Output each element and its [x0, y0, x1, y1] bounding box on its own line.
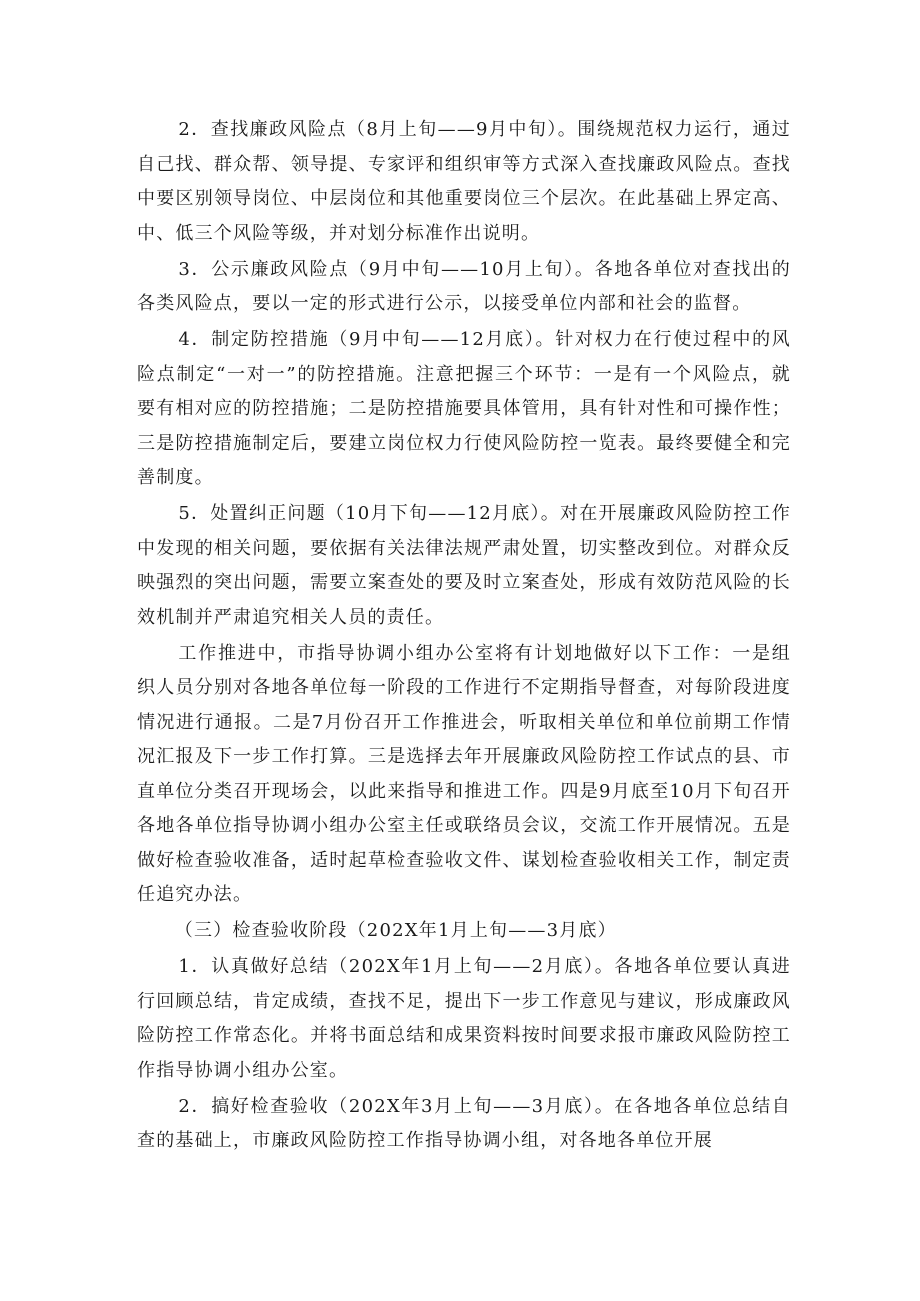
document-body	[137, 113, 791, 1160]
paragraph-handle-problems: 5．处置纠正问题（10月下旬——12月底）。对在开展廉政风险防控工作中发现的相关问题，要依据有关法律法规严肃处置，切实整改到位。对群众反映强烈的突出问题，需要立案查处的要及时立案查处，形成有效防范风险的长效机制并严肃追究相关人员的责任。	[137, 503, 791, 628]
paragraph-prevention-measures: 4．制定防控措施（9月中旬——12月底）。针对权力在行使过程中的风险点制定“一对一”的防控措施。注意把握三个环节：一是有一个风险点，就要有相对应的防控措施；二是防控措施要具体管用，具有针对性和可操作性；三是防控措施制定后，要建立岗位权力行使风险防控一览表。最终要健全和完善制度。	[137, 329, 791, 488]
paragraph-inspection-acceptance: 2．搞好检查验收（202X年3月上旬——3月底）。在各地各单位总结自查的基础上，市廉政风险防控工作指导协调小组，对各地各单位开展	[137, 1095, 791, 1151]
paragraph-find-risk-points: 2．查找廉政风险点（8月上旬——9月中旬）。围绕规范权力运行，通过自己找、群众帮、领导提、专家评和组织审等方式深入查找廉政风险点。查找中要区别领导岗位、中层岗位和其他重要岗位三个层次。在此基础上界定高、中、低三个风险等级，并对划分标准作出说明。	[137, 119, 791, 244]
section-heading-inspection-stage: （三）检查验收阶段（202X年1月上旬——3月底）	[174, 920, 617, 941]
paragraph-work-progress: 工作推进中，市指导协调小组办公室将有计划地做好以下工作：一是组织人员分别对各地各单位每一阶段的工作进行不定期指导督查，对每阶段进度情况进行通报。二是7月份召开工作推进会，听取相关单位和单位前期工作情况汇报及下一步工作打算。三是选择去年开展廉政风险防控工作试点的县、市直单位分类召开现场会，以此来指导和推进工作。四是9月底至10月下旬召开各地各单位指导协调小组办公室主任或联络员会议，交流工作开展情况。五是做好检查验收准备，适时起草检查验收文件、谋划检查验收相关工作，制定责任追究办法。	[137, 642, 791, 905]
paragraph-publicize-risk-points: 3．公示廉政风险点（9月中旬——10月上旬）。各地各单位对查找出的各类风险点，要以一定的形式进行公示，以接受单位内部和社会的监督。	[137, 258, 791, 314]
paragraph-summary: 1．认真做好总结（202X年1月上旬——2月底）。各地各单位要认真进行回顾总结，肯定成绩，查找不足，提出下一步工作意见与建议，形成廉政风险防控工作常态化。并将书面总结和成果资料按时间要求报市廉政风险防控工作指导协调小组办公室。	[137, 956, 791, 1081]
